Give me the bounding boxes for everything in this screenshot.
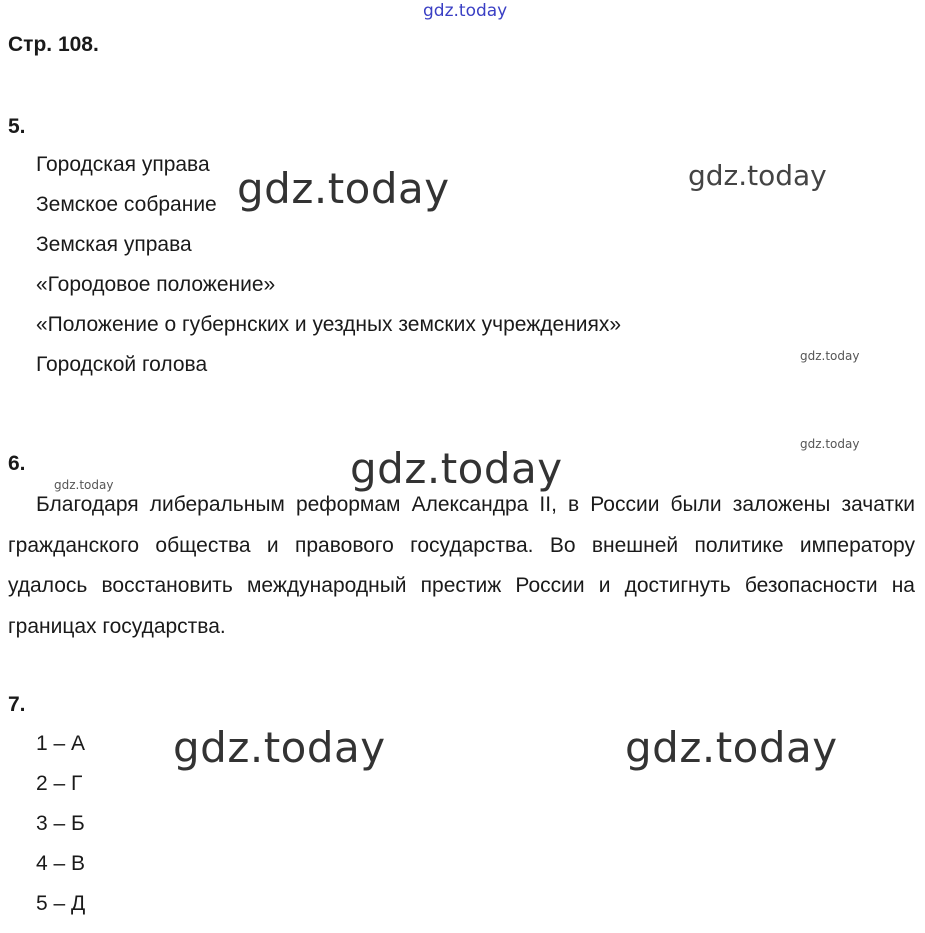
matching-answers-list	[36, 729, 85, 929]
list-item: Земская управа	[36, 233, 192, 256]
list-item: 2 – Г	[36, 772, 83, 795]
watermark-top: gdz.today	[423, 1, 508, 21]
answer-paragraph: Благодаря либеральным реформам Александра II, в России были заложены зачатки гражданского общества и правового государства. Во внешней политике императору удалось восстановить международный престиж России и достигнуть безопасности на границах государства.	[8, 493, 915, 638]
watermark-large: gdz.today	[625, 723, 838, 772]
list-item: 5 – Д	[36, 892, 86, 915]
watermark-medium: gdz.today	[688, 159, 827, 192]
watermark-small: gdz.today	[800, 437, 860, 451]
watermark-small: gdz.today	[800, 349, 860, 363]
list-item: 3 – Б	[36, 812, 85, 835]
watermark-large: gdz.today	[237, 164, 450, 213]
section-7-number: 7.	[8, 693, 26, 716]
list-item: Городской голова	[36, 353, 208, 376]
watermark-large: gdz.today	[173, 723, 386, 772]
list-item: Городская управа	[36, 153, 210, 176]
list-item: Земское собрание	[36, 193, 217, 216]
list-item: «Положение о губернских и уездных земских учреждениях»	[36, 313, 622, 336]
watermark-large: gdz.today	[350, 444, 563, 493]
section-6-number: 6.	[8, 452, 26, 475]
list-item: 4 – В	[36, 852, 86, 875]
section-5-number: 5.	[8, 115, 26, 138]
list-item: 1 – А	[36, 732, 86, 755]
page-title: Стр. 108.	[8, 33, 99, 56]
watermark-small: gdz.today	[54, 478, 114, 492]
list-item: «Городовое положение»	[36, 273, 276, 296]
